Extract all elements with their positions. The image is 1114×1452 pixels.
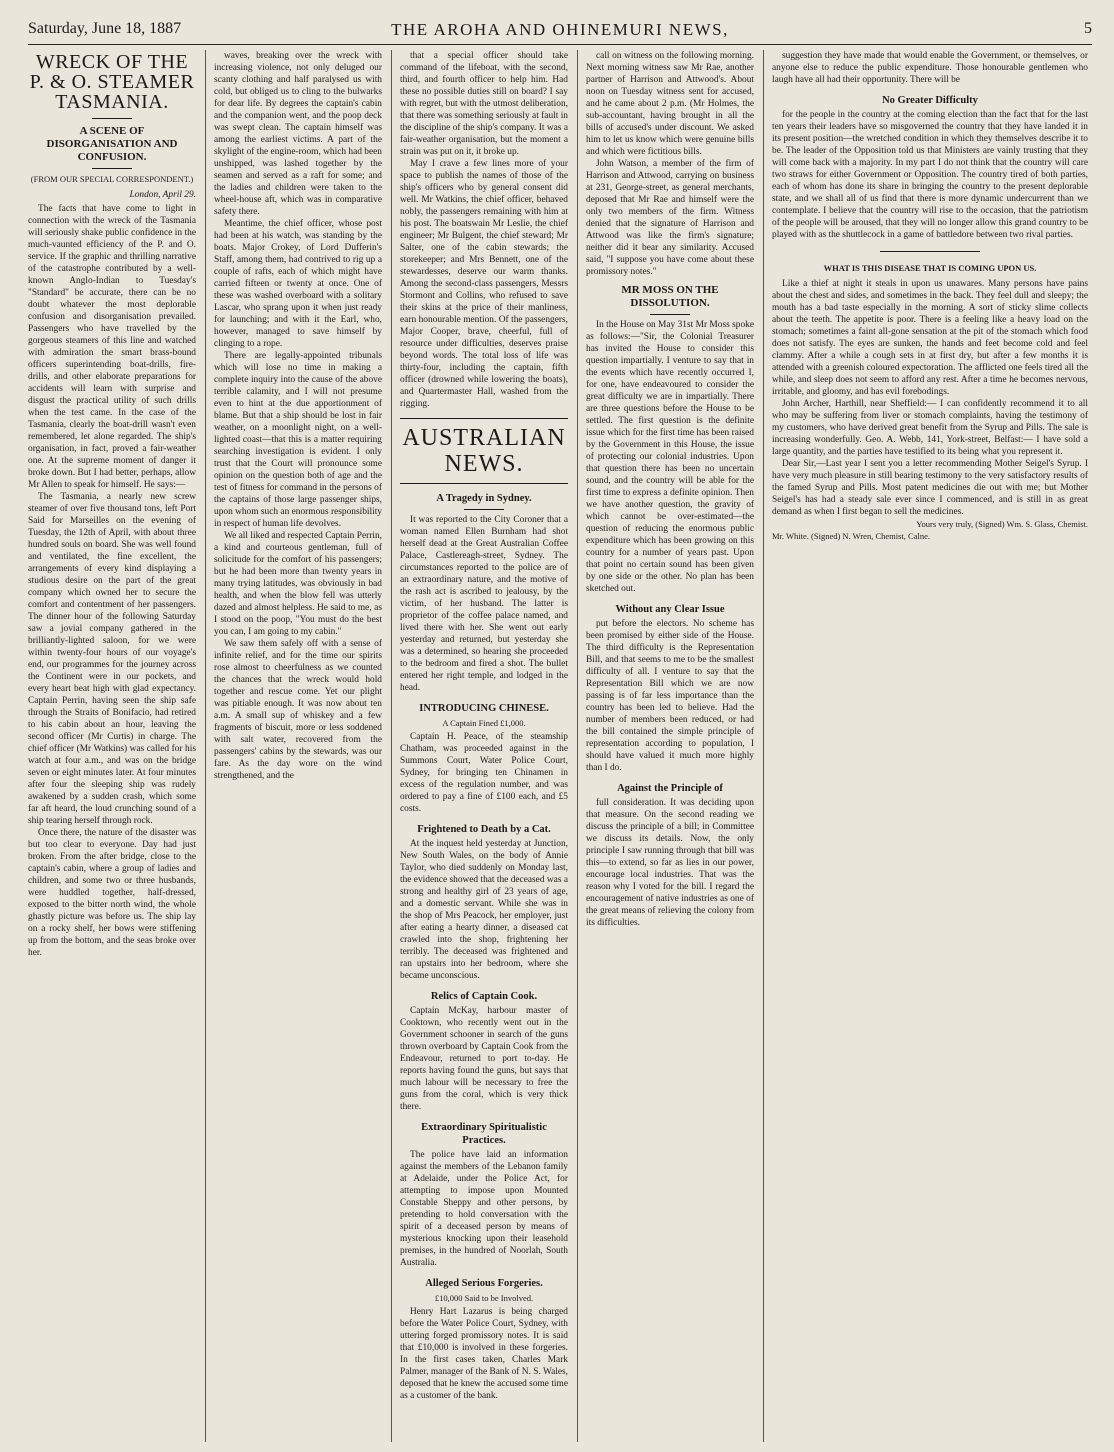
paragraph: May I crave a few lines more of your space to publish the names of those of the ship's officers who by general consent did well. Mr Watkins, the chief officer, behaved nobly, the passengers remaining with him at his post. The boatswain Mr Leslie, the chief engineer; Mr Bulgent, the chief steward; Mr Salter, one of the cabin stewards; the storekeeper; and Mrs Bennett, one of the stewardesses, deserve our warm thanks. Among the second-class passengers, Messrs Stormont and Collins, who refused to save their skins at the price of their manliness, earn honourable mention. Of the passengers, Major Cooper, brave, cheerful, full of resource under difficulties, deserves praise beyond words. The total loss of life was thirty-four, including the captain, fifth officer (drowned while lowering the boats), and Quartermaster Hall, washed from the rigging. [400,159,568,409]
paragraph: for the people in the country at the coming election than the fact that for the last ten years their leaders have so misgoverned the country that they have landed it in its present position—the wretched condition in which they themselves describe it to be. The leader of the Opposition told us that Ministers are vainly trusting that they will come back with a majority. In my part I do not think that the country will care two straws for either Government or Opposition. The country tired of both parties, each of whom has done its share in bringing the country to the present deplorable state, and we shall all of us find that there is more dynamic undercurrent than we contemplate. I believe that the country will rise to the occasion, that the patriotism of the people will be aroused, that they will no longer allow this grand country to be played with as the shuttlecock in a game of battledore between two rival parties. [772,110,1088,240]
story-title: Relics of Captain Cook. [430,991,538,1002]
story-title: Extraordinary Spiritualistic Practices. [421,1122,547,1146]
paragraph: Once there, the nature of the disaster was but too clear to everyone. Day had just broken. From the after bridge, close to the captain's cabin, where a group of ladies and children, and some two or three husbands, were huddled together, half-dressed, exposed to the bitter north wind, the whole ghastly picture was before us. The ship lay on a rocky shelf, her bows were stiffening up from the bottom, and the seas broke over her. [28,828,196,958]
subhead-tasmania: A SCENE OF DISORGANISATION AND CONFUSION. [46,125,178,163]
story-deck: £10,000 Said to be Involved. [434,1293,534,1303]
advert-signoff: Yours very truly, (Signed) Wm. S. Glass, Chemist. [916,519,1088,529]
advert-paragraph: John Archer, Harthill, near Sheffield:— I can confidently recommend it to all who may be suffering from liver or stomach complaints, having the testimony of my customers, who have derived great benefit from the Syrup and Pills. The sale is increasing wonderfully. Geo. A. Webb, 141, York-street, Belfast:— I have sold a large quantity, and the parties have testified to its being what you represent it. [772,399,1088,457]
subhead: Without any Clear Issue [615,604,725,615]
paragraph: call on witness on the following morning. Next morning witness saw Mr Rae, another partner of Harrison and Attwood's. About noon on Tuesday witness sent for accused, and he came about 2 p.m. (Mr Holmes, the sub-accountant, having brought in all the bills of accused's under discount. We asked him to let us know which were genuine bills and which were fictitious bills. [586,51,754,157]
story-text: Captain McKay, harbour master of Cooktown, who recently went out in the Government schooner in search of the guns thrown overboard by Captain Cook from the Endeavour, returned to port to-day. He reports having found the guns, but says that much labour will be necessary to free the guns from the coral, which is very thick there. [400,1006,568,1112]
column-2 [214,50,382,1442]
advert-paragraph: Like a thief at night it steals in upon us unawares. Many persons have pains about the chest and sides, and sometimes in the back. They feel dull and sleepy; the mouth has a bad taste especially in the morning. A sort of sticky slime collects about the teeth. The appetite is poor. There is a feeling like a heavy load on the stomach; sometimes a faint all-gone sensation at the pit of the stomach which food does not satisfy. The eyes are sunken, the hands and feet become cold and feel clammy. After a while a cough sets in at first dry, but after a few months it is attended with a greenish coloured expectoration. The afflicted one feels tired all the while, and sleep does not seem to afford any rest. After a time he becomes nervous, irritable, and gloomy, and has evil forebodings. [772,279,1088,397]
divider [880,251,980,252]
story-title-mr-moss: MR MOSS ON THE DISSOLUTION. [621,284,719,309]
column-5 [772,50,1088,1442]
paragraph: John Watson, a member of the firm of Harrison and Attwood, carrying on business at 231, George-street, as general merchants, deposed that Mr Rae and himself were the only two members of the firm. Witness denied that the signature of Harrison and Attwood was like the firm's signature; neither did it bear any similarity. Accused said, "I suppose you have come about these promissory notes." [586,159,754,277]
paragraph: full consideration. It was deciding upon that measure. On the second reading we discuss the principle of a bill; in Committee we discuss its details. Now, the only principle I saw running through that bill was this—to extend, so far as lies in our power, encourage local industries. That was the reason why I voted for the bill. I regard the encouragement of native industries as one of the great means of relieving the colony from its difficulties. [586,798,754,928]
divider [92,168,132,169]
story-title: Alleged Serious Forgeries. [425,1278,543,1289]
story-title: A Tragedy in Sydney. [436,493,532,504]
paragraph: In the House on May 31st Mr Moss spoke as follows:—"Sir, the Colonial Treasurer has invited the House to consider this question impartially. I venture to say that in the events which have recently occurred I, for one, have endeavoured to consider the great difficulty we are in impartially. There are three questions before the House to be settled. The first question is the definite issue which for the first time has been raised by the Government in this House, the issue of protecting our colonial industries. Upon that question there has been no uncertain sound, and the country will be able for the first time to express a definite opinion. Then we have another question, the gravity of which cannot be over-estimated—the question of reducing the enormous public expenditure which has been growing on this country for a number of years past. Upon that point no certain sound has been given by one side or the other. No plan has been sketched out. [586,320,754,594]
section-title-australian-news: AUSTRALIAN NEWS. [400,418,568,484]
paragraph: Meantime, the chief officer, whose post had been at his watch, was standing by the boats. Major Crokey, of Lord Dufferin's Staff, among them, had contrived to rig up a couple of rafts, each of which might have carried fifteen or twenty at once. One of these was washed overboard with a solitary Lascar, who sprang upon it when just ready for launching; and with it the Earl, who, however, managed to save himself by clinging to a rope. [214,219,382,349]
correspondent-credit: (FROM OUR SPECIAL CORRESPONDENT.) [30,174,194,184]
story-title: Frightened to Death by a Cat. [417,824,551,835]
column-rule [205,50,206,1442]
paragraph: put before the electors. No scheme has been promised by either side of the House. The third difficulty is the Representation Bill, and that seems to me to be the smallest difficulty of all. I venture to say that the Representation Bill which we are now passing is of far less importance than the country has been led to believe. Had the number of members been reduced, or had the bill contained the simple principle of representation according to population, I should have valued it much more highly than I do. [586,619,754,773]
story-text: It was reported to the City Coroner that a woman named Ellen Burnham had shot herself dead at the Great Australian Coffee Palace, Castlereagh-street, Sydney. The circumstances reported to the police are of an extraordinary nature, and the motive of the rash act is ascribed to jealousy, by the victim, of her husband. The latter is proprietor of the coffee palace named, and lived there with her. She went out early yesterday and returned, but yesterday she was a determined, so hearing she proceeded to the bedroom and fired a shot. The bullet entered her right temple, and lodged in the head. [400,515,568,693]
column-rule [763,50,764,1442]
divider [92,118,132,119]
paragraph: We all liked and respected Captain Perrin, a kind and courteous gentleman, full of solicitude for the comfort of his passengers; but he had been more than twenty years in many trying latitudes, was obviously in bad health, and when the blow fell was utterly dazed and almost helpless. He said to me, as I stood on the poop, "You must do the best you can, I am going to my cabin." [214,531,382,637]
subhead: Against the Principle of [617,783,723,794]
divider [464,509,504,510]
column-4 [586,50,754,1442]
advert-final-line: Mr. White. (Signed) N. Wren, Chemist, Calne. [772,531,930,541]
paragraph: The Tasmania, a nearly new screw steamer of over five thousand tons, left Port Said for Marseilles on the evening of Tuesday, the 12th of April, with about three hundred souls on board. She was well found and ventilated, the fine excellent, the arrangements of every kind displaying a studious desire on the part of the great company which owned her to secure the comfort and contentment of her passengers. The dinner hour of the following Saturday saw a jovial company gathered in the brilliantly-lighted saloon, for we were within twenty-four hours of our voyage's end, our programmes for the journey across the Continent were in our pockets, and every heart beat high with glad expectancy. Captain Perrin, having seen the ship safe through the Straits of Bonifacio, had retired to his cabin about an hour, leaving the second officer (Mr Curtis) in charge. The chief officer (Mr Watkins) was called for his watch at four a.m., and was on the bridge seven or eight minutes later. At four minutes after four the sleeping ship was rudely awakened by a sudden crash, which some far aft heard, the loud crunching sound of a ship tearing herself through rock. [28,492,196,826]
divider [650,314,690,315]
paragraph: waves, breaking over the wreck with increasing violence, not only deluged our scanty clothing and half paralysed us with cold, but obliged us to cling to the bulwarks for dear life. By degrees the captain's cabin and the companion went, and the poop deck was swept clean. The captain himself was among the earliest victims. A part of the skylight of the engine-room, which had been unshipped, was lashed together by the seamen and served as a raft for some; and the ladies and children were taken to the wheel-house aft, which was in comparative safety there. [214,51,382,217]
subhead: No Greater Difficulty [882,95,978,106]
paragraph: There are legally-appointed tribunals which will lose no time in making a complete inquiry into the cause of the above terrible calamity, and I will not presume even to hint at the due apportionment of blame. But that a ship should be lost in fair weather, on a moonlight night, on a well-lighted coast—that this is a matter requiring searching investigation is evident. I only trust that the Court will pronounce some opinion on the question both of age and the test of fitness for command in the persons of the captains of those large passenger ships, upon whom such an enormous responsibility in respect of human life devolves. [214,351,382,529]
story-text: At the inquest held yesterday at Junction, New South Wales, on the body of Annie Taylor, who died suddenly on Monday last, the evidence showed that the deceased was a strong and healthy girl of 23 years of age, and a domestic servant. While she was in the shop of Mrs Peacock, her employer, just after eating a hearty dinner, a diseased cat crawled into the shop, frightening her terribly. The deceased was frightened and ran upstairs into her bedroom, where she became unconscious. [400,839,568,981]
page-number: 5 [1084,20,1092,37]
story-text: Henry Hart Lazarus is being charged before the Water Police Court, Sydney, with uttering forged promissory notes. It is said that £10,000 is involved in these forgeries. In the first cases taken, Charles Mark Palmer, manager of the Bank of N. S. Wales, deposed that he knew the accused some time as a customer of the bank. [400,1307,568,1401]
paragraph: The facts that have come to light in connection with the wreck of the Tasmania will seriously shake public confidence in the much-vaunted efficiency of the P. and O. service. If the graphic and thrilling narrative of the catastrophe contributed by a well-known Anglo-Indian to Tuesday's "Standard" be accurate, there can be no doubt whatever the most deplorable confusion and disorganisation prevailed. Passengers who have travelled by the gorgeous steamers of this line and watched with admiration the smart brass-bound officers superintending boat-drills, fire-drills, and other elaborate preparations for accidents will learn with surprise and disgust the practical utility of such drills when the test came. In the case of the Tasmania, clearly the boat-drill wasn't even remembered, let alone regarded. The ship's organisation, in fact, proved a fair-weather one. At the supreme moment of danger it broke down. But I had better, perhaps, allow Mr Allen to speak for himself. He says:— [28,204,196,490]
paragraph: suggestion they have made that would enable the Government, or themselves, or anyone else to reduce the public expenditure. Those honourable gentlemen who laugh have all had their opportunity. There will be [772,51,1088,85]
dateline: London, April 29. [129,190,196,200]
story-title: INTRODUCING CHINESE. [419,703,549,714]
column-1 [28,50,196,1442]
story-text: The police have laid an information against the members of the Lebanon family at Adelaide, under the Police Act, for attempting to impose upon Mounted Constable Sheppy and other persons, by pretending to hold conversation with the spirit of a deceased person by means of mysterious knocking upon their leasehold premises, in the hundred of Noorlah, South Australia. [400,1150,568,1268]
newspaper-title: THE AROHA AND OHINEMURI NEWS, [391,20,729,39]
story-text: Captain H. Peace, of the steamship Chatham, was proceeded against in the Summons Court, Water Police Court, Sydney, for bringing ten Chinamen in excess of the regulation number, and was ordered to pay a fine of £100 each, and £5 costs. [400,732,568,814]
column-3 [400,50,568,1442]
paragraph: We saw them safely off with a sense of infinite relief, and for the time our spirits rose almost to cheerfulness as we counted the chances that the wreck would hold together and rescue come. Yet our plight was pitiable enough. It was now about ten a.m. A small sup of whiskey and a few fragments of biscuit, more or less soddened with salt water, recovered from the passengers' cabins by the stewards, was our fare. As the day wore on the wind strengthened, and the [214,639,382,781]
column-rule [391,50,392,1442]
column-rule [577,50,578,1442]
headline-tasmania: WRECK OF THE P. & O. STEAMER TASMANIA. [29,51,195,113]
advert-paragraph: Dear Sir,—Last year I sent you a letter recommending Mother Seigel's Syrup. I have very much pleasure in still bearing testimony to the very satisfactory results of the famed Syrup and Pills. Most patent medicines die out with me; but Mother Seigel's has had a steady sale ever since I commenced, and is still in as great demand as when I first began to sell the medicines. [772,459,1088,517]
story-deck: A Captain Fined £1,000. [442,718,526,728]
issue-date: Saturday, June 18, 1887 [28,20,182,37]
masthead [28,14,1092,45]
paragraph: that a special officer should take command of the lifeboat, with the second, third, and fourth officer to help him. Had these no possible duties still on board? I say with regret, but with the utmost deliberation, that there was something seriously at fault in the discipline of the ship's company. It was a fair-weather organisation, but the moment a strain was put on it, it broke up. [400,51,568,157]
advert-title: WHAT IS THIS DISEASE THAT IS COMING UPON US. [823,263,1037,273]
